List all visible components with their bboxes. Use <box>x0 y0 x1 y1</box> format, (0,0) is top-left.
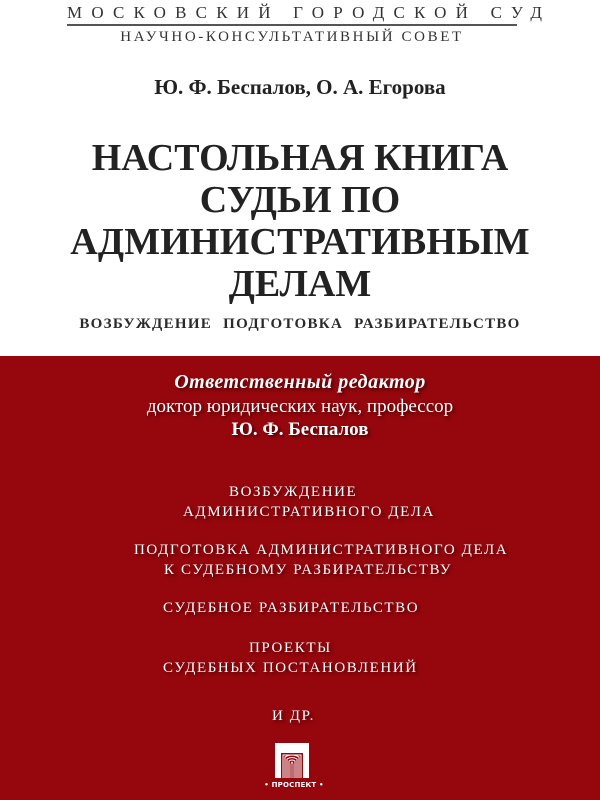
title-line: СУДЬИ ПО <box>199 179 401 221</box>
publisher-name: МОСКОВСКИЙ ГОРОДСКОЙ СУД <box>67 3 552 22</box>
editor-name: Ю. Ф. Беспалов <box>231 419 369 440</box>
publisher-council: НАУЧНО-КОНСУЛЬТАТИВНЫЙ СОВЕТ <box>120 29 464 45</box>
contents-line: ВОЗБУЖДЕНИЕ <box>229 484 358 500</box>
contents-line: СУДЕБНОЕ РАЗБИРАТЕЛЬСТВО <box>163 600 420 616</box>
contents-item <box>0 540 600 580</box>
editor-role: Ответственный редактор <box>174 371 426 393</box>
contents-line: ПОДГОТОВКА АДМИНИСТРАТИВНОГО ДЕЛА <box>134 542 509 558</box>
contents-line: СУДЕБНЫХ ПОСТАНОВЛЕНИЙ <box>163 660 418 676</box>
contents-line: И ДР. <box>272 708 316 724</box>
contents-item <box>0 638 600 678</box>
title-line: АДМИНИСТРАТИВНЫМ <box>70 221 530 263</box>
contents-line: ПРОЕКТЫ <box>249 640 332 656</box>
contents-item <box>0 482 600 522</box>
cover-top-panel <box>0 0 600 356</box>
publisher-logo-label: • ПРОСПЕКТ • <box>264 781 324 789</box>
contents-line: К СУДЕБНОМУ РАЗБИРАТЕЛЬСТВУ <box>164 562 453 578</box>
title-line: НАСТОЛЬНАЯ КНИГА <box>91 137 509 179</box>
contents-line: АДМИНИСТРАТИВНОГО ДЕЛА <box>183 504 435 520</box>
editor-degree: доктор юридических наук, профессор <box>146 396 454 417</box>
book-authors: Ю. Ф. Беспалов, О. А. Егорова <box>154 75 446 99</box>
contents-item <box>0 706 600 726</box>
book-title <box>0 137 600 305</box>
contents-item <box>0 598 600 618</box>
title-line: ДЕЛАМ <box>228 263 372 305</box>
publisher-divider <box>67 24 517 26</box>
book-subtitle: ВОЗБУЖДЕНИЕ ПОДГОТОВКА РАЗБИРАТЕЛЬСТВО <box>79 316 521 332</box>
